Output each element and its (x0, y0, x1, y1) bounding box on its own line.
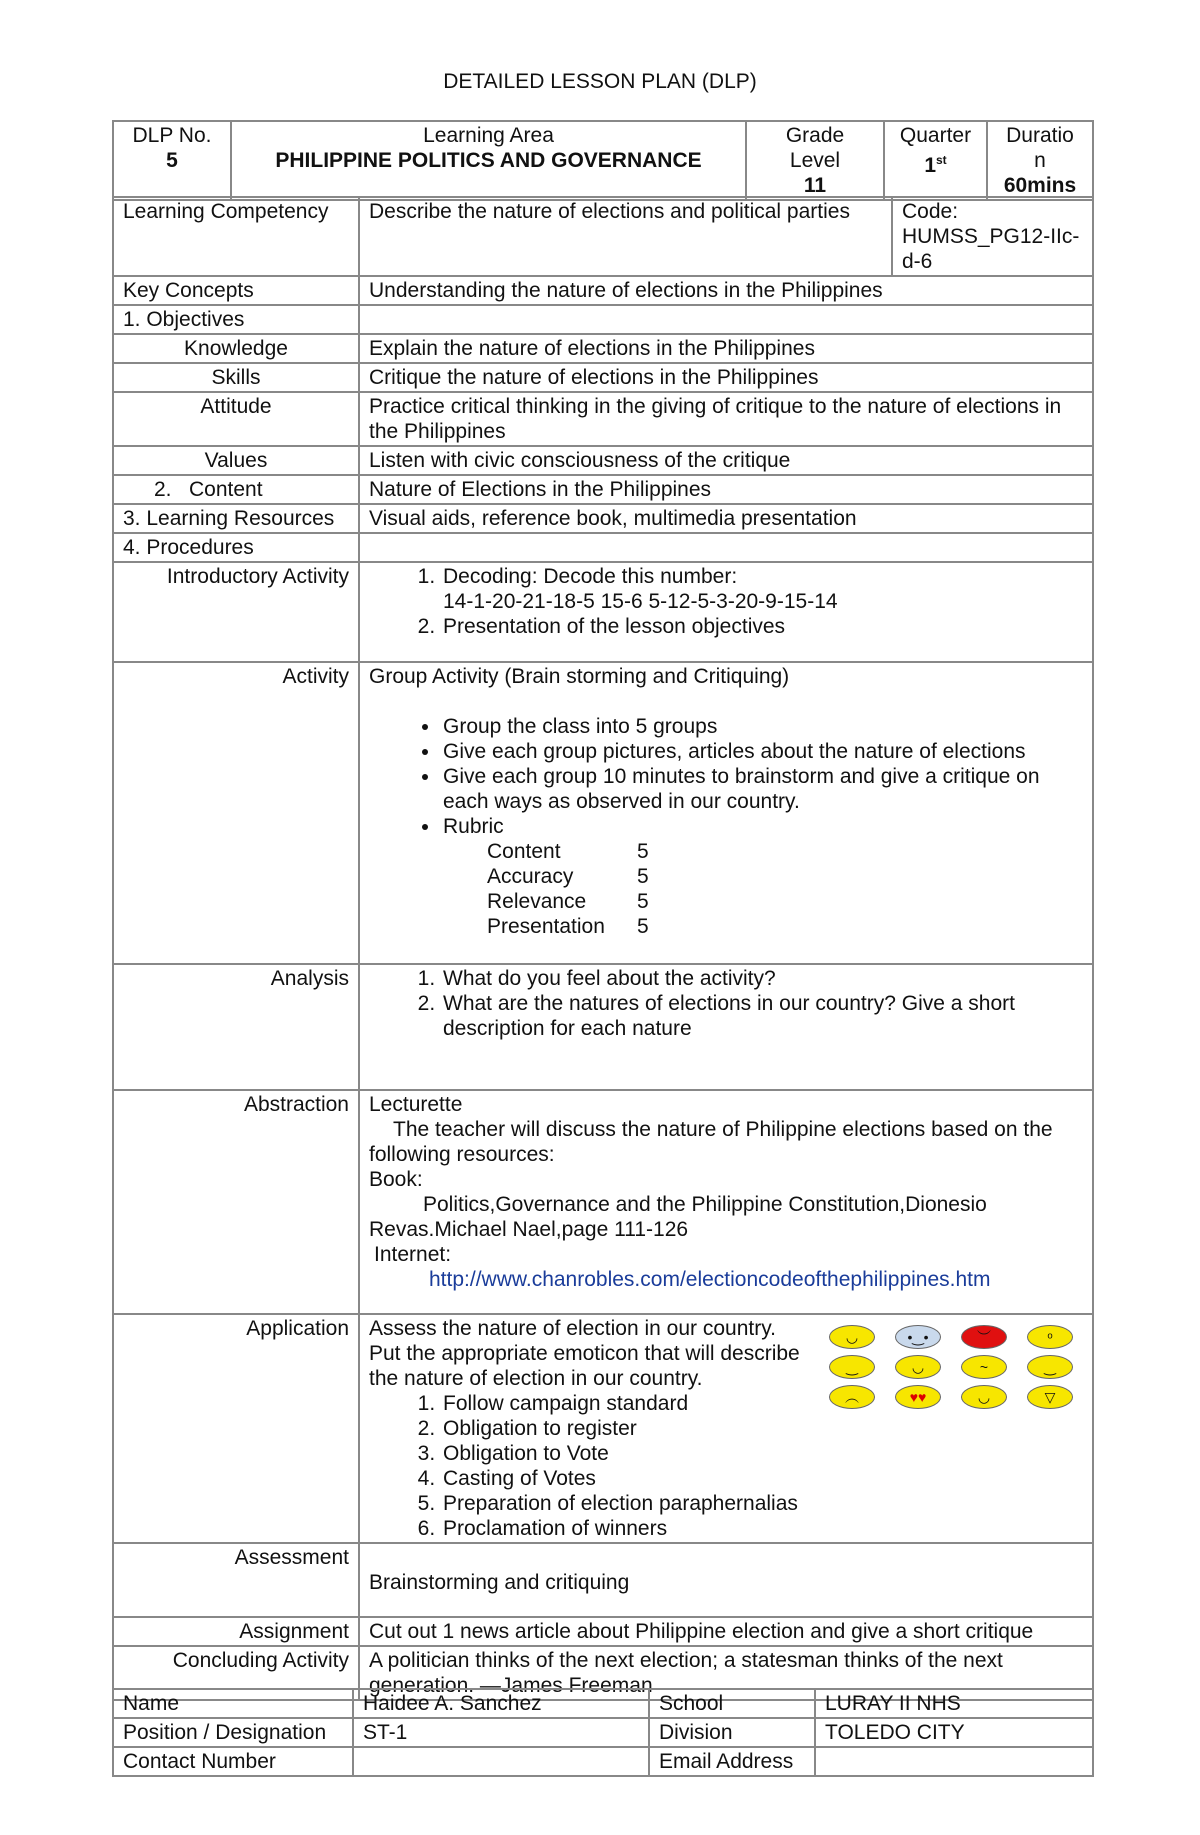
assessment-value: Brainstorming and critiquing (369, 1571, 630, 1594)
abstraction-content (359, 1090, 1093, 1314)
duration-cell (987, 121, 1093, 200)
application-label: Application (113, 1314, 359, 1543)
header-table (112, 120, 1094, 201)
footer-table (112, 1688, 1094, 1777)
analysis-content (359, 964, 1093, 1090)
analysis-question: 1. What do you feel about the activity? (441, 966, 1083, 991)
abstraction-line: Politics,Governance and the Philippine Constitution,Dionesio Revas.Michael Nael,page 111-126 (369, 1193, 987, 1241)
division-label: Division (649, 1718, 815, 1747)
key-concepts-value: Understanding the nature of elections in the Philippines (359, 276, 1093, 305)
abstraction-line: Internet: (374, 1243, 452, 1266)
assignment-label: Assignment (113, 1617, 359, 1646)
grade-label-2: Level (789, 149, 841, 172)
knowledge-value: Explain the nature of elections in the Philippines (359, 334, 1093, 363)
grade-value: 11 (803, 174, 827, 197)
attitude-label: Attitude (113, 392, 359, 446)
rubric-row: Presentation 5 (487, 915, 649, 938)
knowledge-label: Knowledge (113, 334, 359, 363)
grade-label: Grade (785, 124, 845, 147)
grade-cell (746, 121, 884, 200)
activity-bullet: • Give each group 10 minutes to brainstorm and give a critique on each ways as observed in our country. (441, 764, 1083, 814)
analysis-label: Analysis (113, 964, 359, 1090)
happy-emoticon-icon[interactable]: ◡ (895, 1355, 941, 1379)
abstraction-label: Abstraction (113, 1090, 359, 1314)
objectives-value (359, 305, 1093, 334)
intro-code: 14-1-20-21-18-5 15-6 5-12-5-3-20-9-15-14 (443, 590, 838, 613)
content-label: 2. Content (113, 475, 359, 504)
attitude-value: Practice critical thinking in the giving of critique to the nature of elections in the Philippines (359, 392, 1093, 446)
dlp-label: DLP No. (132, 124, 212, 147)
assessment-content (359, 1543, 1093, 1617)
code-label: Code: (902, 200, 959, 223)
duration-label-2: n (1034, 149, 1046, 172)
application-line: Put the appropriate emoticon that will describe the nature of election in our country. (369, 1342, 800, 1390)
rubric-row: Content 5 (487, 840, 649, 863)
values-value: Listen with civic consciousness of the critique (359, 446, 1093, 475)
lesson-table (112, 196, 1094, 1701)
position-label: Position / Designation (113, 1718, 353, 1747)
application-item: 4. Casting of Votes (441, 1466, 1083, 1491)
procedures-label: 4. Procedures (113, 533, 359, 562)
smile-emoticon-icon[interactable]: ◡ (829, 1325, 875, 1349)
application-item: 6. Proclamation of winners (441, 1516, 1083, 1541)
code-value: HUMSS_PG12-IIc- (902, 225, 1080, 248)
duration-label: Duratio (1006, 124, 1074, 147)
angry-emoticon-icon[interactable]: ︶ (961, 1325, 1007, 1349)
application-item: 2. Obligation to register (441, 1416, 1083, 1441)
email-value[interactable] (815, 1747, 1093, 1776)
activity-bullet: • Group the class into 5 groups (441, 714, 1083, 739)
surprised-emoticon-icon[interactable]: ᵒ (1027, 1325, 1073, 1349)
contact-label: Contact Number (113, 1747, 353, 1776)
quarter-cell (884, 121, 987, 200)
activity-bullet: • Give each group pictures, articles about the nature of elections (441, 739, 1083, 764)
values-label: Values (113, 446, 359, 475)
activity-bullet: • Rubric (441, 814, 1083, 839)
wink-emoticon-icon[interactable]: ◡ (961, 1385, 1007, 1409)
concluding-label: Concluding Activity (113, 1646, 359, 1700)
analysis-question: 2. What are the natures of elections in our country? Give a short description for each nature (441, 991, 1083, 1041)
quarter-label: Quarter (899, 124, 972, 147)
name-value: Haidee A. Sanchez (353, 1689, 649, 1718)
application-content (359, 1314, 1093, 1543)
skills-label: Skills (113, 363, 359, 392)
confused-emoticon-icon[interactable]: ~ (961, 1355, 1007, 1379)
reference-link[interactable]: http://www.chanrobles.com/electioncodeofthephilippines.htm (429, 1268, 991, 1291)
resources-value: Visual aids, reference book, multimedia presentation (359, 504, 1093, 533)
activity-heading: Group Activity (Brain storming and Critiquing) (369, 665, 790, 688)
cool-emoticon-icon[interactable]: •‿• (895, 1325, 941, 1349)
intro-item: 1. Decoding: Decode this number: 14-1-20-21-18-5 15-6 5-12-5-3-20-9-15-14 (441, 564, 1083, 614)
quarter-value: 1st (924, 153, 947, 177)
learning-area-label: Learning Area (423, 124, 554, 147)
emoticon-grid (829, 1325, 1084, 1409)
worried-emoticon-icon[interactable]: ︵ (829, 1385, 875, 1409)
rubric-row: Relevance 5 (487, 890, 649, 913)
dlp-cell (113, 121, 231, 200)
objectives-label: 1. Objectives (113, 305, 359, 334)
activity-content (359, 662, 1093, 964)
school-label: School (649, 1689, 815, 1718)
position-value: ST-1 (353, 1718, 649, 1747)
laugh-emoticon-icon[interactable]: ▽ (1027, 1385, 1073, 1409)
learning-area-value: PHILIPPINE POLITICS AND GOVERNANCE (275, 149, 702, 172)
application-item: 5. Preparation of election paraphernalias (441, 1491, 1083, 1516)
grin-emoticon-icon[interactable]: ‿ (829, 1355, 875, 1379)
assessment-label: Assessment (113, 1543, 359, 1617)
skills-value: Critique the nature of elections in the Philippines (359, 363, 1093, 392)
love-emoticon-icon[interactable]: ♥♥ (895, 1385, 941, 1409)
intro-content (359, 562, 1093, 662)
code-cell (892, 197, 1093, 276)
intro-item: 2. Presentation of the lesson objectives (441, 614, 1083, 639)
school-value: LURAY II NHS (815, 1689, 1093, 1718)
content-value: Nature of Elections in the Philippines (359, 475, 1093, 504)
page-title: DETAILED LESSON PLAN (DLP) (443, 70, 757, 93)
intro-label: Introductory Activity (113, 562, 359, 662)
shy-emoticon-icon[interactable]: ‿ (1027, 1355, 1073, 1379)
duration-value: 60mins (1003, 174, 1077, 197)
division-value: TOLEDO CITY (815, 1718, 1093, 1747)
competency-value: Describe the nature of elections and political parties (359, 197, 892, 276)
contact-value[interactable] (353, 1747, 649, 1776)
name-label: Name (113, 1689, 353, 1718)
abstraction-line: Lecturette (369, 1093, 463, 1116)
abstraction-line: The teacher will discuss the nature of Philippine elections based on the following resources: (369, 1118, 1053, 1166)
concluding-value: A politician thinks of the next election; a statesman thinks of the next generation. —James Freeman (359, 1646, 1093, 1700)
learning-area-cell (231, 121, 746, 200)
resources-label: 3. Learning Resources (113, 504, 359, 533)
activity-label: Activity (113, 662, 359, 964)
application-item: 1. Follow campaign standard (441, 1391, 1083, 1416)
email-label: Email Address (649, 1747, 815, 1776)
rubric-row: Accuracy 5 (487, 865, 649, 888)
procedures-value (359, 533, 1093, 562)
competency-label: Learning Competency (113, 197, 359, 276)
application-item: 3. Obligation to Vote (441, 1441, 1083, 1466)
application-line: Assess the nature of election in our country. (369, 1317, 776, 1340)
abstraction-line: Book: (369, 1168, 423, 1191)
assignment-value: Cut out 1 news article about Philippine election and give a short critique (359, 1617, 1093, 1646)
code-value-2: d-6 (902, 250, 933, 273)
dlp-value: 5 (166, 149, 178, 172)
key-concepts-label: Key Concepts (113, 276, 359, 305)
